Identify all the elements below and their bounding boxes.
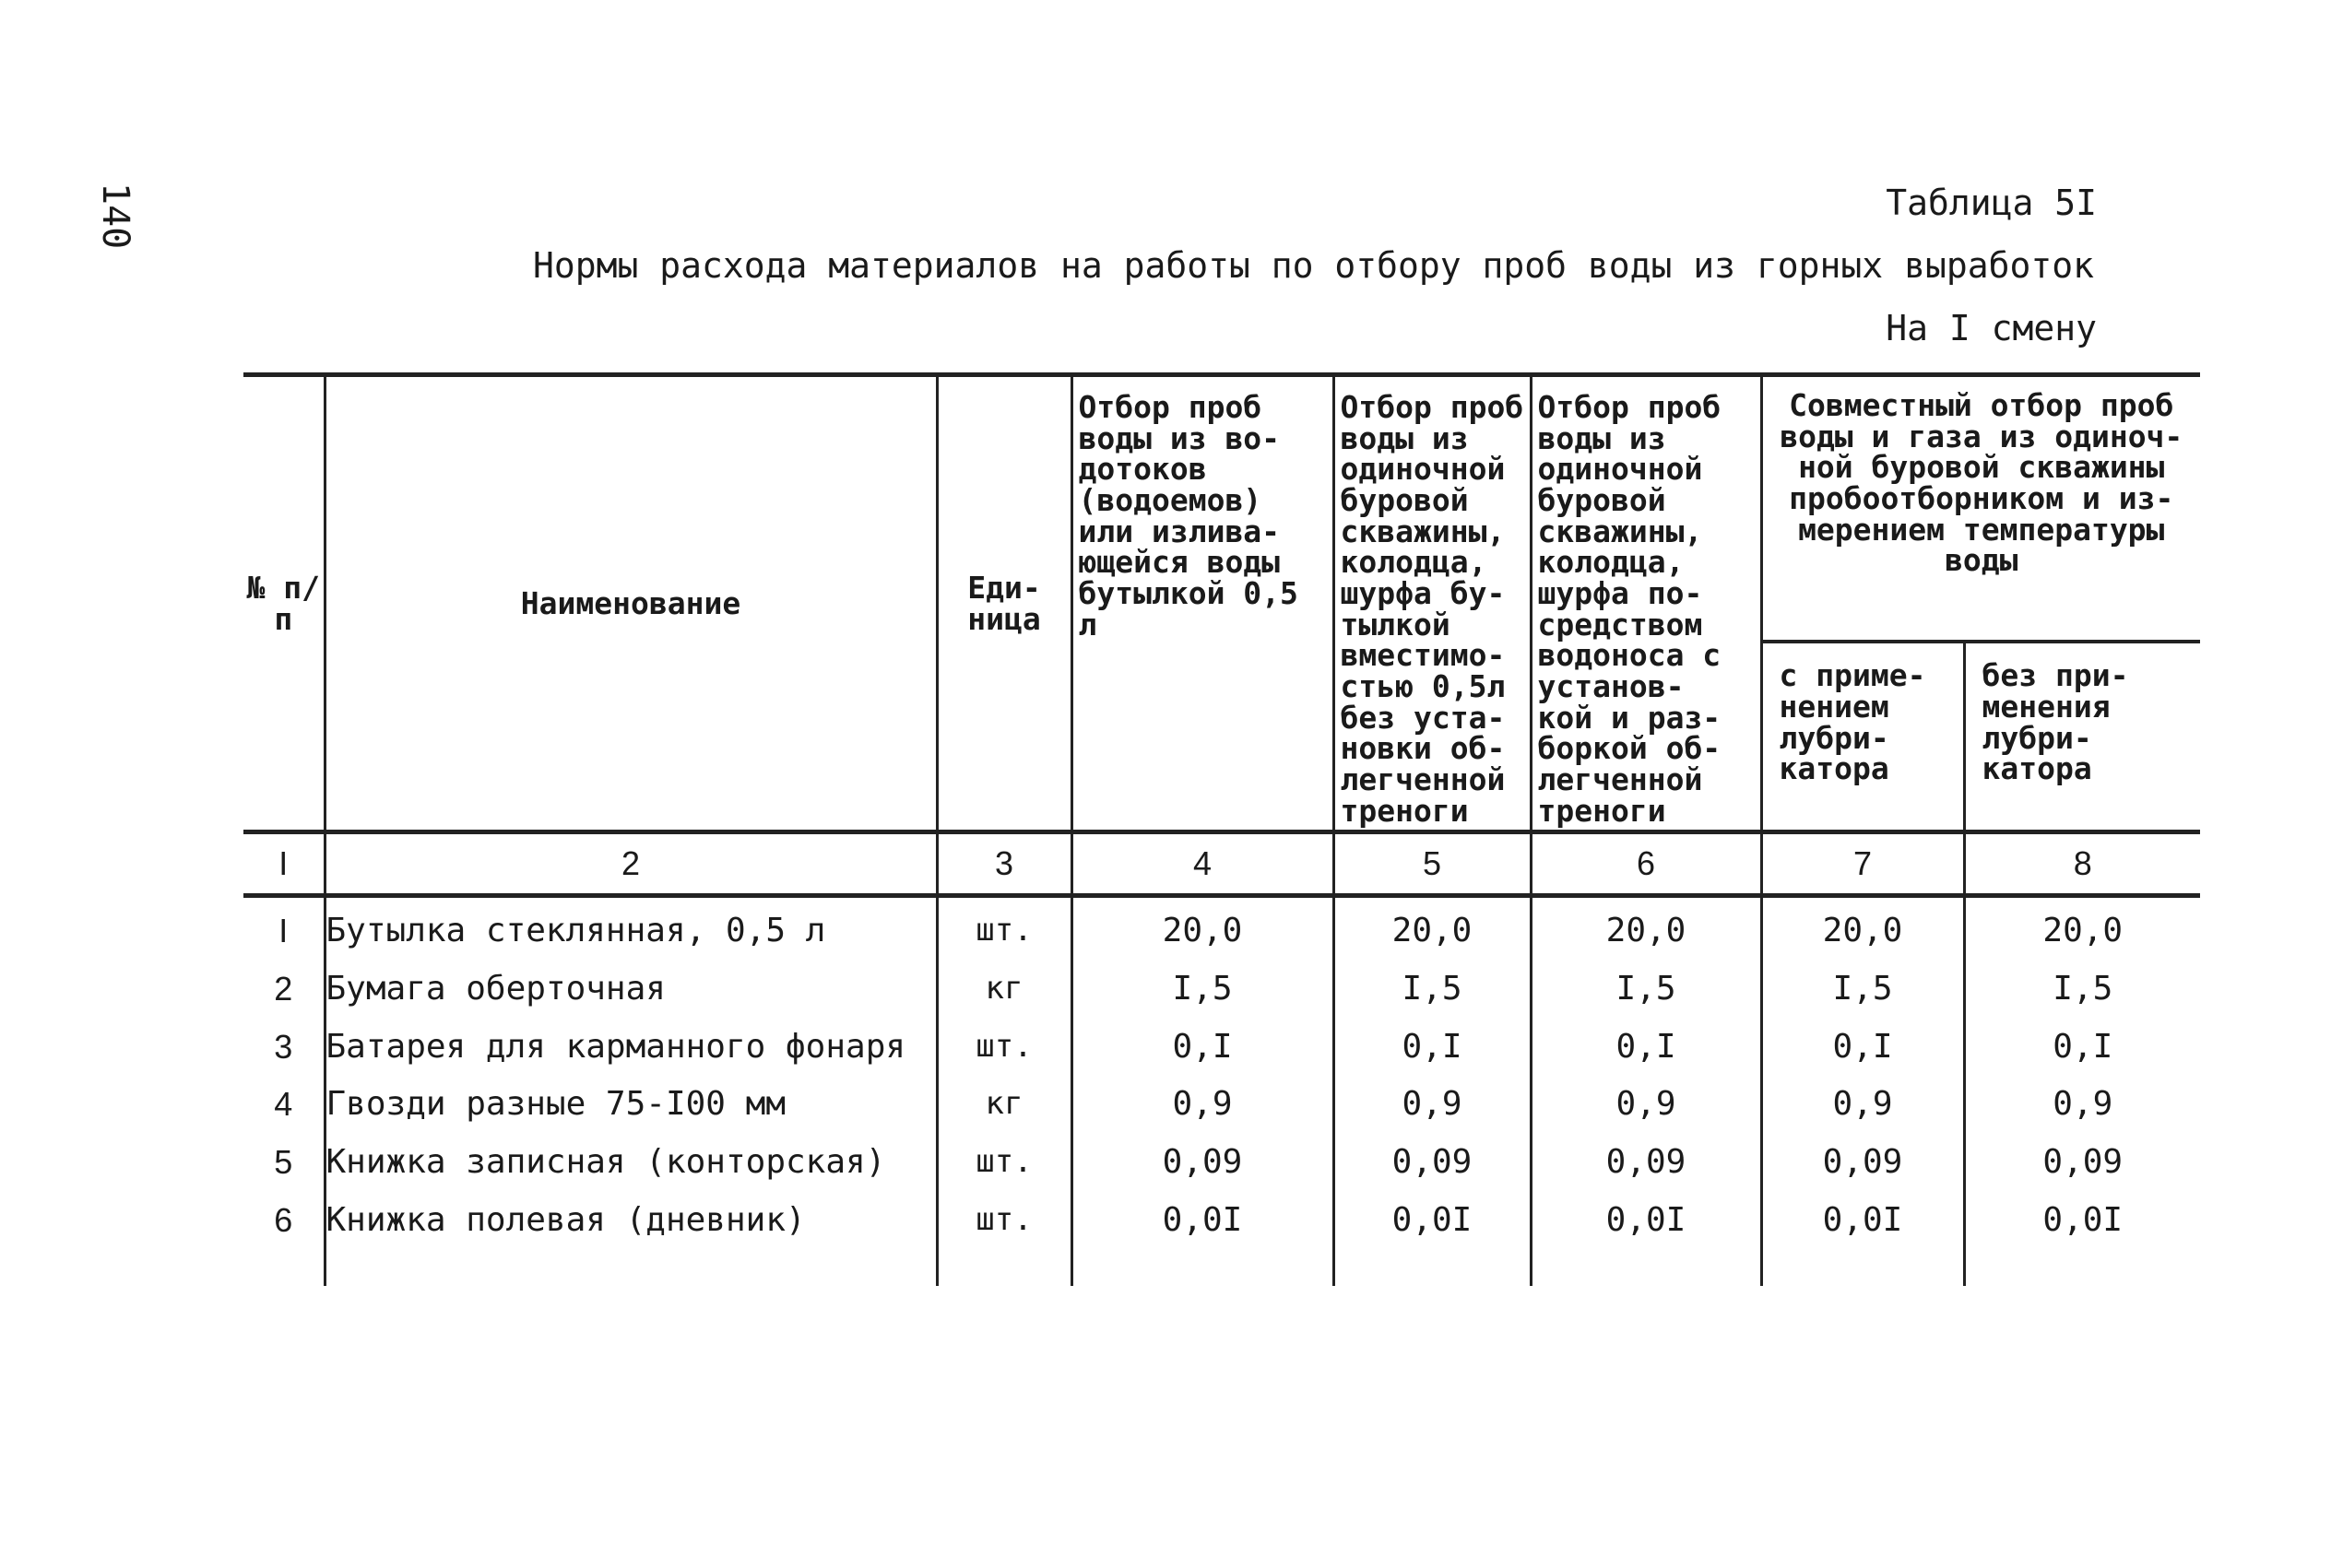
row-value: 0,I — [1964, 1014, 2200, 1072]
column-number: 3 — [937, 832, 1071, 896]
row-name: Книжка записная (конторская) — [325, 1129, 937, 1187]
column-number: 6 — [1531, 832, 1761, 896]
column-number: 8 — [1964, 832, 2200, 896]
row-value: 20,0 — [1071, 896, 1333, 956]
table-row — [243, 896, 2200, 956]
header-num: № п/п — [243, 375, 325, 832]
row-value: I,5 — [1333, 956, 1531, 1014]
table-row — [243, 1014, 2200, 1072]
row-name: Гвозди разные 75-I00 мм — [325, 1071, 937, 1129]
norms-table — [243, 372, 2200, 1286]
row-unit: шт. — [937, 1014, 1071, 1072]
header-unit: Еди- ница — [937, 375, 1071, 832]
column-number: 7 — [1761, 832, 1964, 896]
row-name: Книжка полевая (дневник) — [325, 1187, 937, 1286]
row-value: 0,I — [1333, 1014, 1531, 1072]
shift-note: На I смену — [1886, 308, 2097, 348]
header-col8: без при- менения лубри- катора — [1964, 642, 2200, 831]
page-number: 140 — [94, 183, 136, 250]
table-row — [243, 1129, 2200, 1187]
row-index: 3 — [243, 1014, 325, 1072]
row-value: 0,0I — [1333, 1187, 1531, 1286]
row-value: I,5 — [1964, 956, 2200, 1014]
table-label: Таблица 5I — [1886, 183, 2097, 223]
row-unit: шт. — [937, 896, 1071, 956]
table-row — [243, 1187, 2200, 1286]
row-value: 0,9 — [1071, 1071, 1333, 1129]
row-value: 20,0 — [1531, 896, 1761, 956]
row-value: 0,0I — [1071, 1187, 1333, 1286]
row-name: Бумага оберточная — [325, 956, 937, 1014]
header-col5: Отбор проб воды из одиночной буровой скважины, колодца, шурфа бу- тылкой вместимо- стью 0,5л без уста- новки об- легченной треноги — [1333, 375, 1531, 832]
row-index: I — [243, 896, 325, 956]
row-value: 0,9 — [1531, 1071, 1761, 1129]
header-name: Наименование — [325, 375, 937, 832]
row-value: 0,9 — [1761, 1071, 1964, 1129]
column-number: I — [243, 832, 325, 896]
row-value: 0,09 — [1333, 1129, 1531, 1187]
table-header — [243, 375, 2200, 832]
row-unit: шт. — [937, 1187, 1071, 1286]
table-row — [243, 956, 2200, 1014]
row-value: 0,09 — [1761, 1129, 1964, 1187]
column-number-row — [243, 832, 2200, 896]
row-value: I,5 — [1761, 956, 1964, 1014]
row-value: 0,I — [1531, 1014, 1761, 1072]
column-number: 5 — [1333, 832, 1531, 896]
row-value: 0,I — [1071, 1014, 1333, 1072]
header-col7: с приме- нением лубри- катора — [1761, 642, 1964, 831]
row-index: 4 — [243, 1071, 325, 1129]
row-value: 20,0 — [1761, 896, 1964, 956]
row-name: Батарея для карманного фонаря — [325, 1014, 937, 1072]
row-index: 2 — [243, 956, 325, 1014]
header-col4: Отбор проб воды из во- дотоков (водоемов) или излива- ющейся воды бутылкой 0,5 л — [1071, 375, 1333, 832]
row-value: 0,9 — [1333, 1071, 1531, 1129]
row-index: 6 — [243, 1187, 325, 1286]
header-col6: Отбор проб воды из одиночной буровой скважины, колодца, шурфа по- средством водоноса с установ- кой и раз- боркой об- легченной треноги — [1531, 375, 1761, 832]
row-value: I,5 — [1531, 956, 1761, 1014]
row-value: 0,09 — [1531, 1129, 1761, 1187]
table-row — [243, 1071, 2200, 1129]
header-group: Совместный отбор проб воды и газа из одиноч- ной буровой скважины пробоотборником и из- мерением температуры воды — [1761, 375, 2200, 643]
row-value: 0,I — [1761, 1014, 1964, 1072]
row-unit: шт. — [937, 1129, 1071, 1187]
row-value: 0,0I — [1531, 1187, 1761, 1286]
row-value: 20,0 — [1964, 896, 2200, 956]
row-value: 0,9 — [1964, 1071, 2200, 1129]
row-value: 0,09 — [1964, 1129, 2200, 1187]
column-number: 4 — [1071, 832, 1333, 896]
row-value: 0,09 — [1071, 1129, 1333, 1187]
row-name: Бутылка стеклянная, 0,5 л — [325, 896, 937, 956]
row-unit: кг — [937, 956, 1071, 1014]
row-value: 20,0 — [1333, 896, 1531, 956]
row-unit: кг — [937, 1071, 1071, 1129]
row-value: 0,0I — [1964, 1187, 2200, 1286]
row-value: I,5 — [1071, 956, 1333, 1014]
row-index: 5 — [243, 1129, 325, 1187]
document-title: Нормы расхода материалов на работы по отбору проб воды из горных выработок — [533, 245, 2094, 286]
column-number: 2 — [325, 832, 937, 896]
row-value: 0,0I — [1761, 1187, 1964, 1286]
